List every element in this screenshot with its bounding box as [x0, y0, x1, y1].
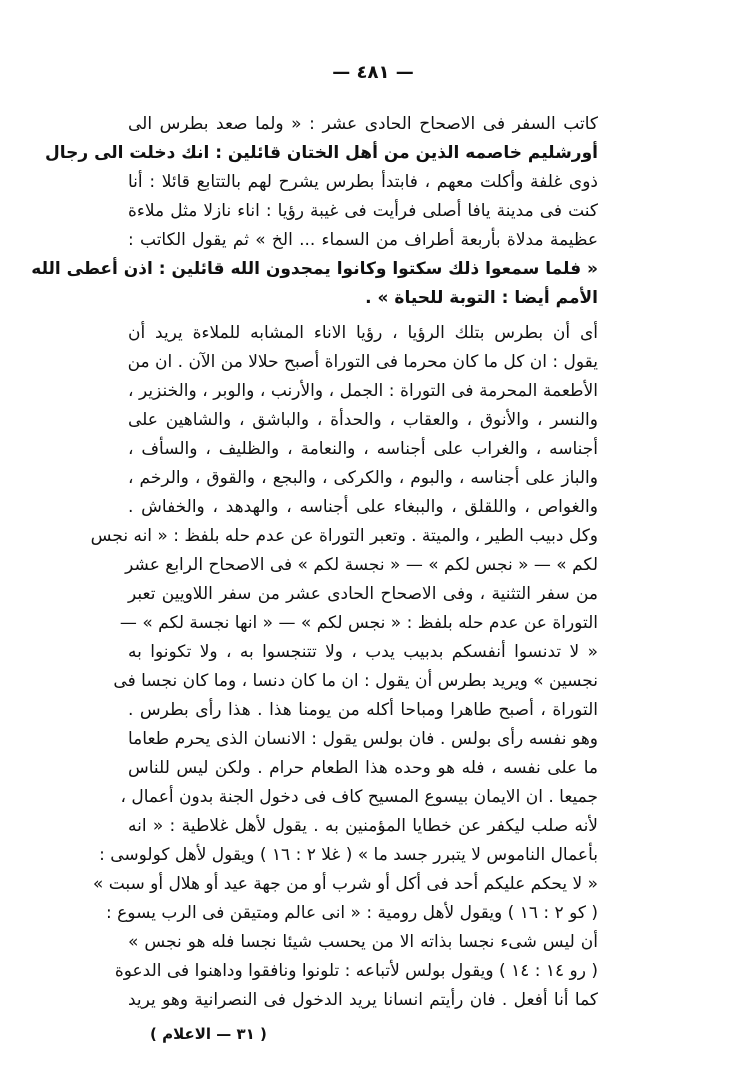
text-line: وكل دبيب الطير ، والميتة . وتعبر التوراة عن عدم حله بلفظ : « انه نجس [90, 526, 598, 546]
text-line: الأطعمة المحرمة فى التوراة : الجمل ، والأرنب ، والوبر ، والخنزير ، [128, 381, 598, 401]
text-line: « فلما سمعوا ذلك سكتوا وكانوا يمجدون الله قائلين : اذن أعطى الله [31, 259, 598, 279]
text-line: عظيمة مدلاة بأربعة أطراف من السماء ... الخ » ثم يقول الكاتب : [128, 230, 598, 250]
text-line: ( رو ١٤ : ١٤ ) ويقول بولس لأتباعه : تلونوا ونافقوا وداهنوا فى الدعوة [114, 961, 598, 981]
text-line: ما على نفسه ، فله هو وحده هذا الطعام حرام . ولكن ليس للناس [128, 758, 598, 778]
text-line: يقول : ان كل ما كان محرما فى التوراة أصبح حلالا من الآن . ان من [127, 352, 598, 372]
paragraph-2 [90, 319, 598, 1015]
text-line: لكم » — « نجس لكم » — « نجسة لكم » فى الاصحاح الرابع عشر [125, 555, 598, 575]
text-line: وهو نفسه رأى بولس . فان بولس يقول : الانسان الذى يحرم طعاما [128, 729, 598, 749]
body-text [31, 110, 598, 1015]
text-line: من سفر التثنية ، وفى الاصحاح الحادى عشر من سفر اللاويين تعبر [128, 584, 598, 604]
text-line: أى أن بطرس بتلك الرؤيا ، رؤيا الاناء المشابه للملاءة يريد أن [128, 323, 598, 343]
text-line: ( كو ٢ : ١٦ ) ويقول لأهل رومية : « انى عالم ومتيقن فى الرب يسوع : [106, 903, 598, 923]
text-line: والغواص ، واللقلق ، والببغاء على أجناسه ، والهدهد ، والخفاش . [128, 497, 598, 517]
paragraph-1 [31, 110, 598, 313]
text-line: كما أنا أفعل . فان رأيتم انسانا يريد الدخول فى النصرانية وهو يريد [128, 990, 598, 1010]
text-line: لأنه صلب ليكفر عن خطايا المؤمنين به . يقول لأهل غلاطية : « انه [128, 816, 598, 836]
text-line: ذوى غلفة وأكلت معهم ، فابتدأ بطرس يشرح لهم بالتتابع قائلا : أنا [128, 172, 598, 192]
text-line: أن ليس شىء نجسا بذاته الا من يحسب شيئا نجسا فله هو نجس » [128, 932, 598, 952]
text-line: نجسين » ويريد بطرس أن يقول : ان ما كان دنسا ، وما كان نجسا فى [113, 671, 598, 691]
text-line: بأعمال الناموس لا يتبرر جسد ما » ( غلا ٢ : ١٦ ) ويقول لأهل كولوسى : [99, 845, 598, 865]
text-line: أجناسه ، والغراب على أجناسه ، والنعامة ، والظليف ، والسأف ، [128, 439, 598, 459]
page-number: — ٤٨١ — [332, 62, 414, 83]
text-line: التوراة عن عدم حله بلفظ : « نجس لكم » — « انها نجسة لكم » — [119, 613, 598, 633]
footer-signature: ( ٣١ — الاعلام ) [150, 1025, 267, 1043]
text-line: كنت فى مدينة يافا أصلى فرأيت فى غيبة رؤيا : اناء نازلا مثل ملاءة [128, 201, 598, 221]
text-line: الأمم أيضا : التوبة للحياة » . [365, 288, 598, 308]
text-line: « لا يحكم عليكم أحد فى أكل أو شرب أو من جهة عيد أو هلال أو سبت » [92, 874, 598, 894]
text-line: كاتب السفر فى الاصحاح الحادى عشر : « ولما صعد بطرس الى [128, 114, 598, 134]
text-line: أورشليم خاصمه الذين من أهل الختان قائلين : انك دخلت الى رجال [44, 143, 598, 163]
text-line: « لا تدنسوا أنفسكم بدبيب يدب ، ولا تتنجسوا به ، ولا تكونوا به [128, 642, 598, 662]
text-line: التوراة ، أصبح طاهرا ومباحا أكله من يومنا هذا . هذا رأى بطرس . [128, 700, 598, 720]
text-line: والباز على أجناسه ، والبوم ، والكركى ، والبجع ، والقوق ، والرخم ، [128, 468, 598, 488]
text-line: والنسر ، والأنوق ، والعقاب ، والحدأة ، والباشق ، والشاهين على [128, 410, 598, 430]
text-line: جميعا . ان الايمان بيسوع المسيح كاف فى دخول الجنة بدون أعمال ، [120, 787, 598, 807]
